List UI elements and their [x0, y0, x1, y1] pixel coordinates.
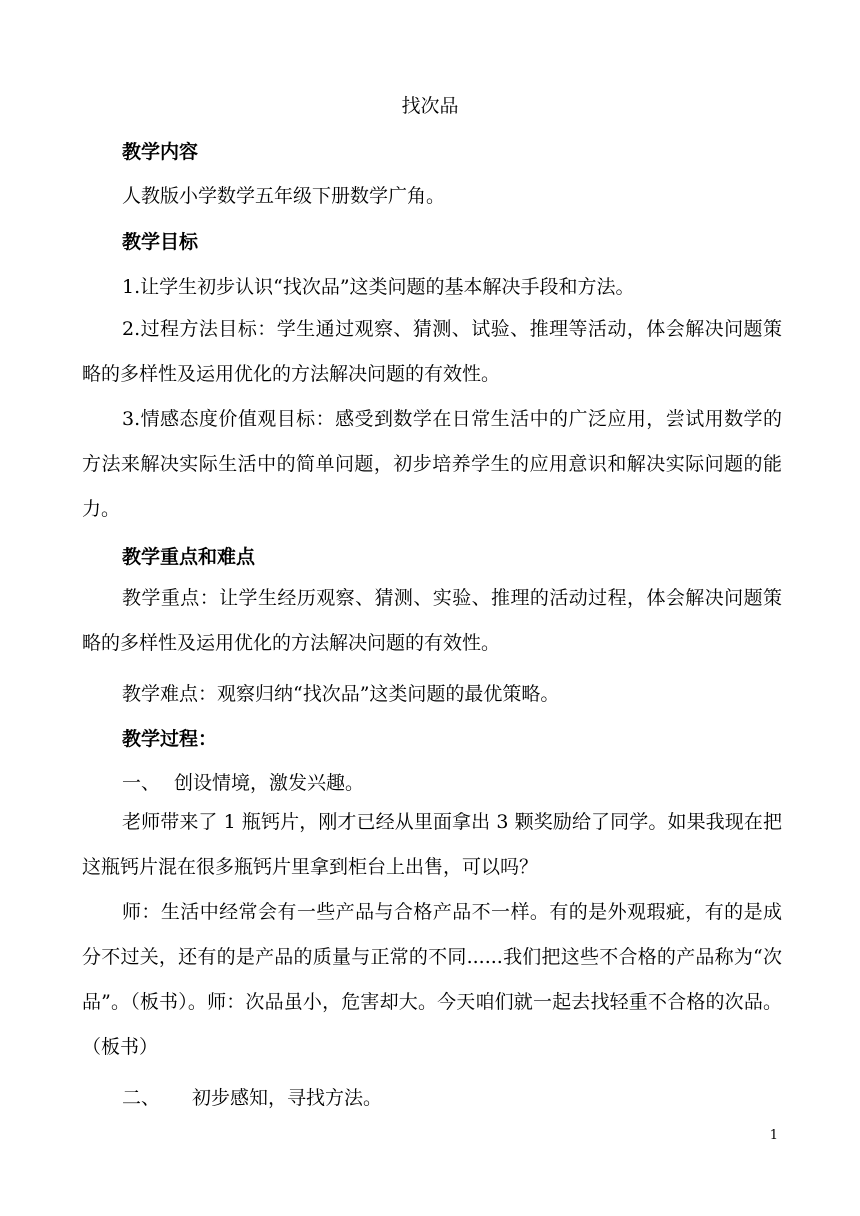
key-heading: 教学重点和难点 — [122, 546, 256, 568]
goal-1: 1.让学生初步认识“找次品”这类问题的基本解决手段和方法。 — [122, 276, 635, 298]
paragraph-2: 师：生活中经常会有一些产品与合格产品不一样。有的是外观瑕疵，有的是成分不过关，还有的是产品的质量与正常的不同......我们把这些不合格的产品称为“次品”。（板书）。师：次品虽小，危害却大。今天咱们就一起去找轻重不合格的次品。（板书） — [82, 901, 782, 1058]
difficult-point: 教学难点：观察归纳“找次品”这类问题的最优策略。 — [122, 683, 560, 705]
step-2-marker: 二、 — [122, 1087, 161, 1109]
goals-heading: 教学目标 — [122, 231, 199, 253]
document-title: 找次品 — [401, 95, 459, 117]
goal-2: 2.过程方法目标：学生通过观察、猜测、试验、推理等活动，体会解决问题策略的多样性及运用优化的方法解决问题的有效性。 — [82, 318, 782, 385]
content-text: 人教版小学数学五年级下册数学广角。 — [122, 185, 446, 207]
step-1-text: 创设情境，激发兴趣。 — [174, 772, 365, 794]
step-1-marker: 一、 — [122, 772, 161, 794]
process-heading: 教学过程： — [122, 728, 218, 750]
content-heading: 教学内容 — [122, 141, 199, 163]
goal-3: 3.情感态度价值观目标：感受到数学在日常生活中的广泛应用，尝试用数学的方法来解决实际生活中的简单问题，初步培养学生的应用意识和解决实际问题的能力。 — [82, 408, 782, 520]
page-number: 1 — [769, 1128, 778, 1143]
key-point: 教学重点：让学生经历观察、猜测、实验、推理的活动过程，体会解决问题策略的多样性及运用优化的方法解决问题的有效性。 — [82, 587, 782, 654]
step-1 — [82, 769, 782, 797]
step-2 — [82, 1084, 782, 1112]
step-2-text: 初步感知，寻找方法。 — [192, 1087, 383, 1109]
paragraph-1: 老师带来了 1 瓶钙片，刚才已经从里面拿出 3 颗奖励给了同学。如果我现在把这瓶钙片混在很多瓶钙片里拿到柜台上出售，可以吗？ — [82, 811, 782, 878]
